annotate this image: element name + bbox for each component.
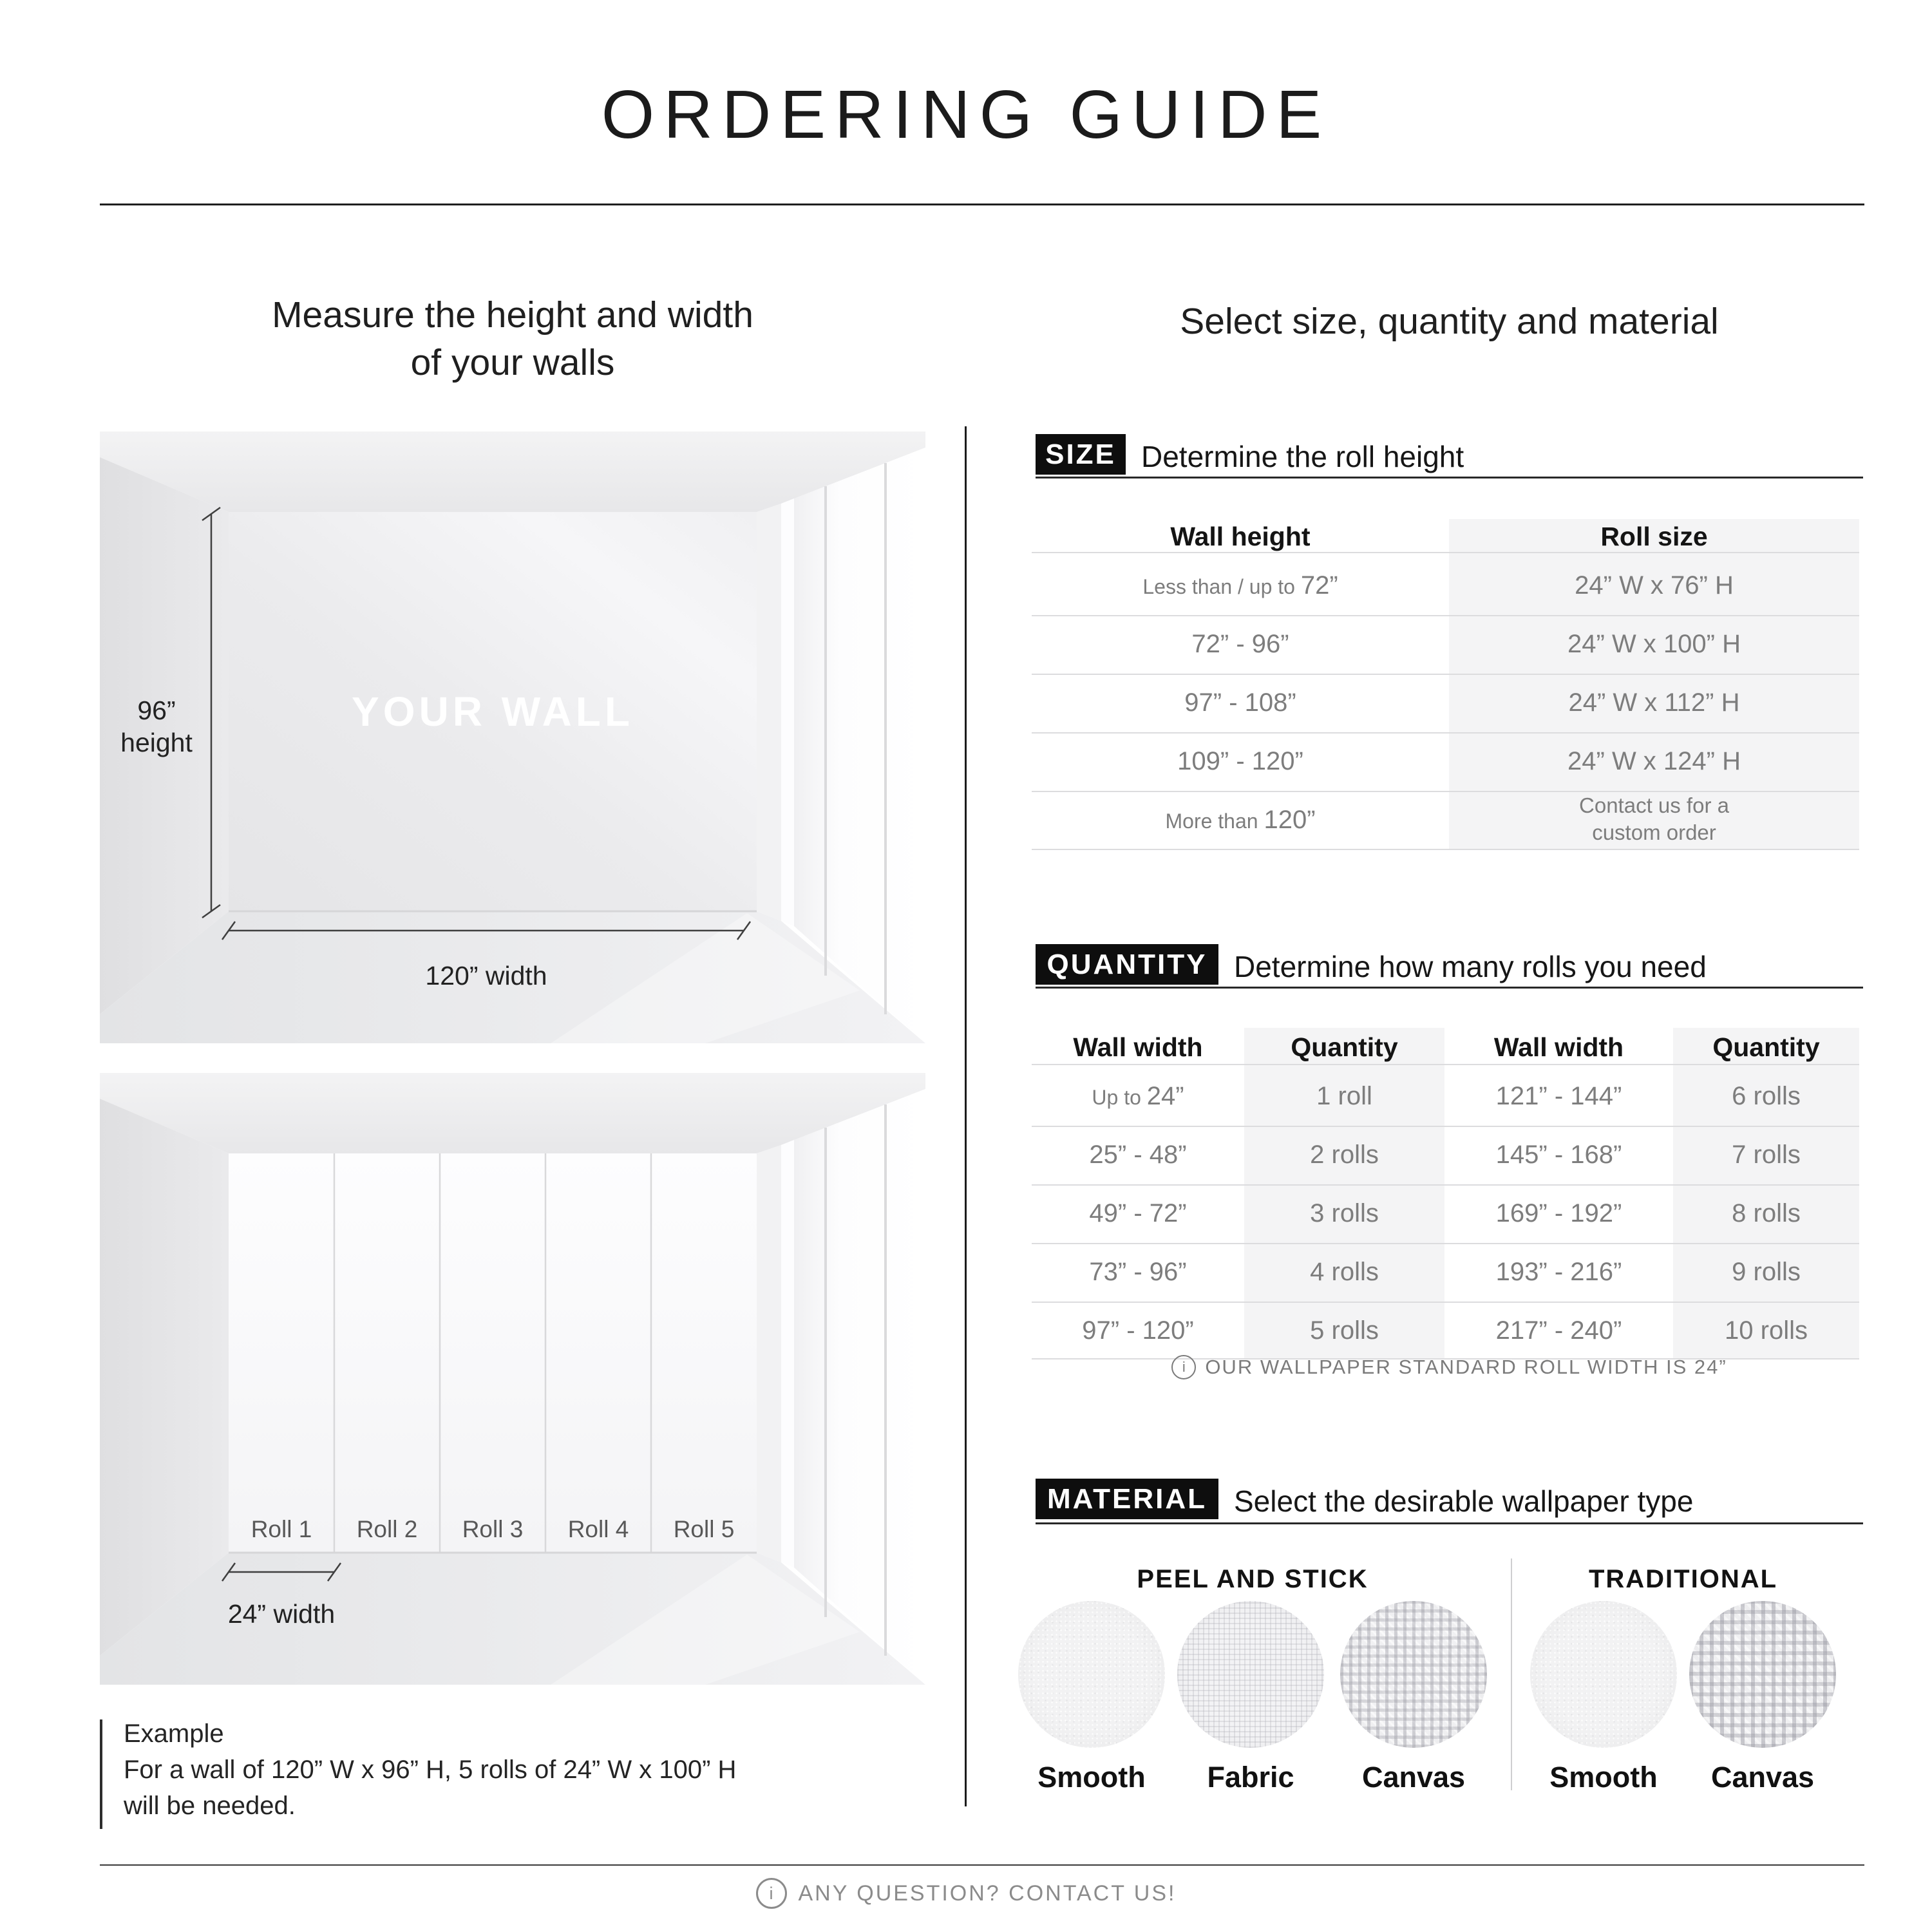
- size-col1-header: Wall height: [1170, 522, 1311, 551]
- qty-cell-quantity: 5 rolls: [1310, 1316, 1379, 1345]
- size-row-roll: [1449, 792, 1859, 846]
- custom-order-line2: custom order: [1592, 820, 1716, 844]
- wall-height-value: 97” - 108”: [1184, 688, 1296, 717]
- size-row-wall: [1032, 745, 1449, 779]
- wallpaper-panels: [229, 1153, 757, 1553]
- qty-cell-quantity: 8 rolls: [1732, 1199, 1801, 1227]
- pillar-light-slit: [781, 498, 794, 926]
- size-row-wall: [1032, 628, 1449, 661]
- qty-header-wall-width-2: Wall width: [1493, 1032, 1624, 1062]
- wall-height-value: 72”: [1300, 571, 1338, 600]
- qty-cell-wall-width: 49” - 72”: [1089, 1199, 1187, 1227]
- quantity-underline: [1036, 987, 1863, 989]
- size-row-roll: 24” W x 100” H: [1567, 630, 1741, 658]
- qty-header-wall-width-1: Wall width: [1073, 1032, 1203, 1062]
- qty-cell-quantity: 9 rolls: [1732, 1258, 1801, 1286]
- swatch-smooth-traditional: [1530, 1601, 1677, 1748]
- column-divider: [965, 426, 967, 1806]
- room-render: [100, 1073, 925, 1685]
- footer-text: ANY QUESTION? CONTACT US!: [798, 1880, 1177, 1906]
- wall-height-value: 109” - 120”: [1177, 747, 1303, 775]
- size-row-wall: [1032, 687, 1449, 720]
- left-column-heading: [100, 291, 925, 386]
- custom-order-line1: Contact us for a: [1579, 793, 1729, 817]
- row-separator: [1032, 1302, 1859, 1303]
- roll-width-note: [1036, 1355, 1863, 1379]
- qty-cell-wall-width: 25” - 48”: [1089, 1141, 1187, 1169]
- swatch-label-fabric: Fabric: [1207, 1761, 1294, 1794]
- info-icon: i: [1171, 1355, 1196, 1379]
- example-line1: For a wall of 120” W x 96” H, 5 rolls of 24” W x 100” H: [124, 1756, 737, 1784]
- qty-cell-wall-width: 217” - 240”: [1495, 1316, 1622, 1345]
- qty-header-quantity-2: Quantity: [1712, 1032, 1820, 1062]
- swatch-fabric-peel: [1177, 1601, 1324, 1748]
- pillar-light-slit: [781, 1140, 794, 1567]
- your-wall-label: YOUR WALL: [352, 688, 634, 735]
- right-column-heading: Select size, quantity and material: [1180, 301, 1719, 342]
- row-separator: [1032, 1126, 1859, 1127]
- quantity-column-stripe: [1673, 1028, 1859, 1359]
- width-dimension-label: 120” width: [425, 961, 547, 990]
- title-divider: [100, 204, 1864, 205]
- qty-cell-quantity: 2 rolls: [1310, 1141, 1379, 1169]
- height-value: 96”: [137, 696, 176, 725]
- row-separator: [1032, 1184, 1859, 1186]
- traditional-label: TRADITIONAL: [1588, 1565, 1778, 1593]
- material-group-divider: [1511, 1558, 1512, 1790]
- row-separator: [1032, 732, 1859, 734]
- qty-cell-wall-width: 97” - 120”: [1082, 1316, 1194, 1345]
- window-pillar: [757, 504, 781, 921]
- size-row-roll: 24” W x 112” H: [1568, 688, 1740, 717]
- size-badge: SIZE: [1036, 434, 1126, 475]
- row-separator: [1032, 552, 1859, 553]
- qty-cell-wall-width: 73” - 96”: [1089, 1258, 1187, 1286]
- footer-divider: [100, 1864, 1864, 1866]
- qty-cell-quantity: 1 roll: [1316, 1082, 1372, 1110]
- swatch-canvas-traditional: [1689, 1601, 1836, 1748]
- swatch-smooth-peel: [1018, 1601, 1165, 1748]
- example-line2: will be needed.: [124, 1792, 296, 1820]
- roll-2-label: Roll 2: [356, 1516, 418, 1542]
- size-underline: [1036, 477, 1863, 478]
- qty-cell-wall-width: 169” - 192”: [1495, 1199, 1622, 1227]
- quantity-badge: QUANTITY: [1036, 944, 1218, 985]
- size-row-roll: 24” W x 124” H: [1567, 747, 1741, 775]
- qty-cell-wall-width: 121” - 144”: [1495, 1082, 1622, 1110]
- roll-1-label: Roll 1: [251, 1516, 312, 1542]
- row-separator: [1032, 1243, 1859, 1244]
- swatch-canvas-peel: [1340, 1601, 1487, 1748]
- qty-cell-wall-width: 193” - 216”: [1495, 1258, 1622, 1286]
- roll-width-dimension-label: 24” width: [227, 1599, 336, 1629]
- qty-cell-quantity: 10 rolls: [1725, 1316, 1808, 1345]
- wall-width-prefix: Up to: [1092, 1086, 1147, 1109]
- room-illustration-rolls: [100, 1073, 925, 1685]
- example-block: [124, 1716, 922, 1824]
- swatch-label-smooth-2: Smooth: [1549, 1761, 1658, 1794]
- wall-height-prefix: Less than / up to: [1142, 575, 1301, 598]
- quantity-column-stripe: [1244, 1028, 1444, 1359]
- qty-header-quantity-1: Quantity: [1291, 1032, 1398, 1062]
- material-subtitle: Select the desirable wallpaper type: [1234, 1484, 1694, 1518]
- size-row-wall: [1032, 804, 1449, 837]
- left-heading-line2: of your walls: [410, 342, 615, 383]
- roll-5-label: Roll 5: [673, 1516, 735, 1542]
- quantity-table: [1032, 1028, 1859, 1359]
- material-underline: [1036, 1522, 1863, 1524]
- row-separator: [1032, 674, 1859, 675]
- row-separator: [1032, 1064, 1859, 1065]
- qty-cell-quantity: 7 rolls: [1732, 1141, 1801, 1169]
- room-illustration-your-wall: [100, 431, 925, 1043]
- left-heading-line1: Measure the height and width: [272, 294, 753, 336]
- swatch-label-canvas: Canvas: [1361, 1761, 1466, 1794]
- size-table: [1032, 519, 1859, 850]
- quantity-subtitle: Determine how many rolls you need: [1234, 950, 1707, 983]
- qty-cell-quantity: 6 rolls: [1732, 1082, 1801, 1110]
- row-separator: [1032, 849, 1859, 850]
- size-row-roll: 24” W x 76” H: [1575, 571, 1734, 600]
- info-icon: i: [756, 1878, 787, 1909]
- roll-3-label: Roll 3: [462, 1516, 524, 1542]
- size-col2-header: Roll size: [1600, 522, 1708, 551]
- window-pillar: [757, 1145, 781, 1562]
- footer: [0, 1878, 1932, 1909]
- wall-height-prefix: More than: [1165, 810, 1264, 833]
- note-text: OUR WALLPAPER STANDARD ROLL WIDTH IS 24”: [1205, 1356, 1727, 1378]
- wall-width-value: 24”: [1146, 1082, 1184, 1110]
- size-row-wall: [1032, 569, 1449, 603]
- qty-cell-wall-width: 145” - 168”: [1495, 1141, 1622, 1169]
- row-separator: [1032, 615, 1859, 616]
- height-dimension-label: [111, 694, 202, 759]
- material-badge: MATERIAL: [1036, 1479, 1218, 1519]
- page-title: ORDERING GUIDE: [601, 77, 1331, 153]
- qty-cell-wall-width: [1032, 1080, 1244, 1113]
- qty-cell-quantity: 4 rolls: [1310, 1258, 1379, 1286]
- wall-height-value: 72” - 96”: [1191, 630, 1289, 658]
- size-subtitle: Determine the roll height: [1141, 440, 1464, 473]
- swatch-label-canvas-2: Canvas: [1710, 1761, 1815, 1794]
- roll-4-label: Roll 4: [567, 1516, 629, 1542]
- height-word: height: [120, 728, 193, 757]
- swatch-label-smooth: Smooth: [1037, 1761, 1146, 1794]
- example-accent-bar: [100, 1719, 102, 1829]
- qty-cell-quantity: 3 rolls: [1310, 1199, 1379, 1227]
- wall-height-value: 120”: [1264, 806, 1316, 834]
- example-heading: Example: [124, 1719, 224, 1748]
- peel-and-stick-label: PEEL AND STICK: [1137, 1565, 1368, 1593]
